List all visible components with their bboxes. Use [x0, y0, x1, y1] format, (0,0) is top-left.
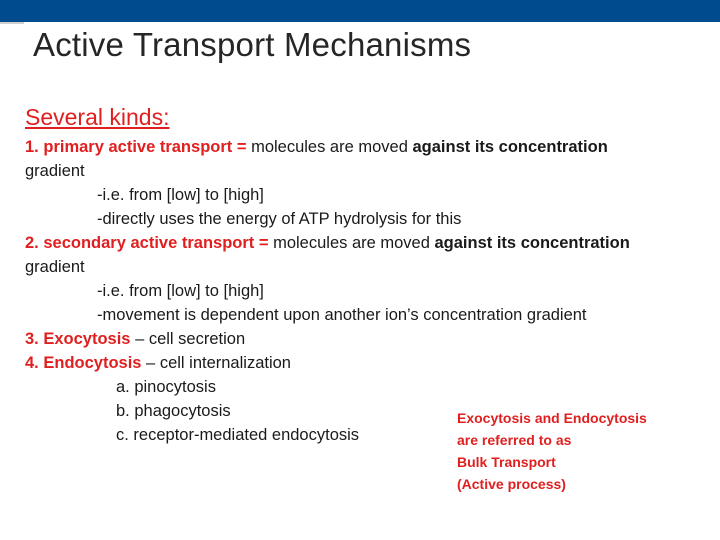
item-3-text: – cell secretion: [130, 330, 246, 348]
item-1-sub-1: -i.e. from [low] to [high]: [97, 186, 264, 204]
bulk-transport-callout: [457, 407, 647, 495]
item-1-number: 1.: [25, 138, 44, 156]
item-3: [25, 327, 705, 351]
item-2: [25, 231, 705, 255]
callout-line-3: Bulk Transport: [457, 454, 556, 470]
item-2-sub-2: -movement is dependent upon another ion’s concentration gradient: [97, 306, 587, 324]
item-2-continuation: gradient: [25, 258, 85, 276]
item-4-number: 4.: [25, 354, 44, 372]
item-4-term: Endocytosis: [43, 354, 142, 372]
header-bar: [0, 0, 720, 22]
callout-line-2: are referred to as: [457, 432, 572, 448]
item-3-term: Exocytosis: [43, 330, 131, 348]
item-1-bold: against its concentration: [412, 138, 608, 156]
callout-line-4: (Active process): [457, 476, 566, 492]
header-bar-shadow: [0, 22, 24, 24]
item-2-number: 2.: [25, 234, 44, 252]
item-3-number: 3.: [25, 330, 44, 348]
item-2-sub-1: -i.e. from [low] to [high]: [97, 282, 264, 300]
item-1-text: molecules are moved: [246, 138, 413, 156]
slide-title: Active Transport Mechanisms: [33, 26, 472, 63]
item-1: [25, 135, 705, 159]
item-2-term: secondary active transport =: [43, 234, 269, 252]
item-2-bold: against its concentration: [434, 234, 630, 252]
item-1-term: primary active transport =: [43, 138, 247, 156]
endo-type-b: b. phagocytosis: [116, 402, 231, 420]
item-1-sub-2: -directly uses the energy of ATP hydrolysis for this: [97, 210, 462, 228]
endo-type-c: c. receptor-mediated endocytosis: [116, 426, 360, 444]
item-4-text: – cell internalization: [141, 354, 291, 372]
slide-subtitle: Several kinds:: [25, 104, 170, 130]
item-4: [25, 351, 705, 375]
endo-type-a: a. pinocytosis: [116, 378, 216, 396]
item-1-continuation: gradient: [25, 162, 85, 180]
slide-body: [25, 135, 705, 447]
item-2-text: molecules are moved: [268, 234, 435, 252]
callout-line-1: Exocytosis and Endocytosis: [457, 410, 647, 426]
